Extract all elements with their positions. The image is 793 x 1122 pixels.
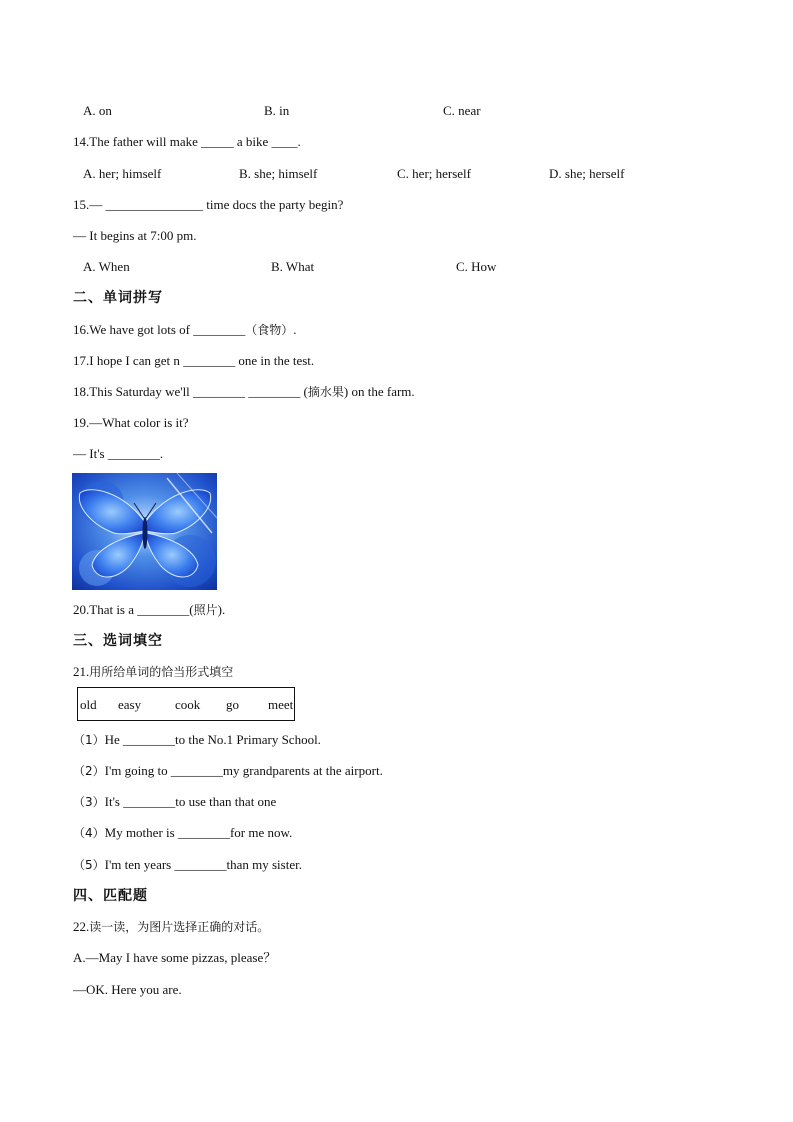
q18-cn: 摘水果 bbox=[307, 385, 344, 399]
q20 bbox=[73, 602, 225, 618]
q14-option-a: A. her; himself bbox=[83, 166, 162, 181]
q14-option-d: D. she; herself bbox=[549, 166, 625, 181]
q21-item-number: （3） bbox=[73, 795, 105, 809]
word-bank-item: cook bbox=[175, 697, 201, 712]
q15-option-a: A. When bbox=[83, 259, 130, 274]
butterfly-image bbox=[72, 473, 217, 590]
q18 bbox=[73, 384, 415, 400]
q21-pre: 21. bbox=[73, 664, 90, 679]
section-2-heading: 二、单词拼写 bbox=[73, 290, 163, 306]
q13-option-c: C. near bbox=[443, 103, 481, 118]
q21-item bbox=[73, 857, 302, 873]
word-bank-item: go bbox=[226, 697, 239, 712]
word-bank-item: easy bbox=[118, 697, 142, 712]
q21-item bbox=[73, 825, 292, 841]
q19-stem: 19.—What color is it? bbox=[73, 415, 189, 430]
q15-reply: — It begins at 7:00 pm. bbox=[73, 228, 197, 243]
word-bank-box bbox=[77, 687, 295, 721]
q20-post: ). bbox=[217, 602, 226, 617]
q15-option-b: B. What bbox=[271, 259, 315, 274]
q16-pre: 16.We have got lots of ________ bbox=[73, 322, 246, 337]
q22-cn: 读一读，为图片选择正确的对话。 bbox=[89, 920, 270, 934]
q18-post: ) on the farm. bbox=[343, 384, 415, 399]
q21-item bbox=[73, 732, 321, 748]
q15-option-c: C. How bbox=[456, 259, 497, 274]
q14-option-c: C. her; herself bbox=[397, 166, 472, 181]
q21-item-text: He ________to the No.1 Primary School. bbox=[104, 732, 321, 747]
q22-dialog-a-line1: A.—May I have some pizzas, please？ bbox=[73, 950, 277, 965]
q21-instruction bbox=[73, 664, 233, 680]
q17-stem: 17.I hope I can get n ________ one in the test. bbox=[73, 353, 315, 368]
word-bank-item: meet bbox=[268, 697, 294, 712]
q22-pre: 22. bbox=[73, 919, 90, 934]
q21-item-number: （4） bbox=[73, 826, 105, 840]
q21-item-number: （5） bbox=[73, 858, 105, 872]
q13-option-b: B. in bbox=[264, 103, 290, 118]
section-4-heading: 四、匹配题 bbox=[73, 888, 148, 904]
q16 bbox=[73, 322, 297, 338]
section-3-heading: 三、选词填空 bbox=[73, 633, 163, 649]
q20-cn: 照片 bbox=[193, 603, 218, 617]
word-bank-item: old bbox=[80, 697, 97, 712]
q21-item bbox=[73, 763, 383, 779]
q22-instruction bbox=[73, 919, 269, 935]
q14-option-b: B. she; himself bbox=[239, 166, 318, 181]
q19-reply: — It's ________. bbox=[73, 446, 164, 461]
q21-cn: 用所给单词的恰当形式填空 bbox=[89, 665, 234, 679]
q18-pre: 18.This Saturday we'll ________ ________ ( bbox=[73, 384, 308, 399]
q21-item-text: My mother is ________for me now. bbox=[104, 825, 293, 840]
q16-post: . bbox=[293, 322, 297, 337]
q21-item-number: （2） bbox=[73, 764, 105, 778]
q15-stem: 15.— _______________ time docs the party begin? bbox=[73, 197, 344, 212]
q22-dialog-a-line2: —OK. Here you are. bbox=[73, 982, 182, 997]
q21-item bbox=[73, 794, 276, 810]
q20-pre: 20.That is a ________( bbox=[73, 602, 194, 617]
q13-option-a: A. on bbox=[83, 103, 112, 118]
q21-item-number: （1） bbox=[73, 733, 105, 747]
q21-item-text: I'm ten years ________than my sister. bbox=[104, 857, 302, 872]
q21-item-text: I'm going to ________my grandparents at the airport. bbox=[104, 763, 383, 778]
q14-stem: 14.The father will make _____ a bike ____. bbox=[73, 134, 301, 149]
q16-cn: （食物） bbox=[245, 323, 294, 337]
q21-item-text: It's ________to use than that one bbox=[104, 794, 277, 809]
